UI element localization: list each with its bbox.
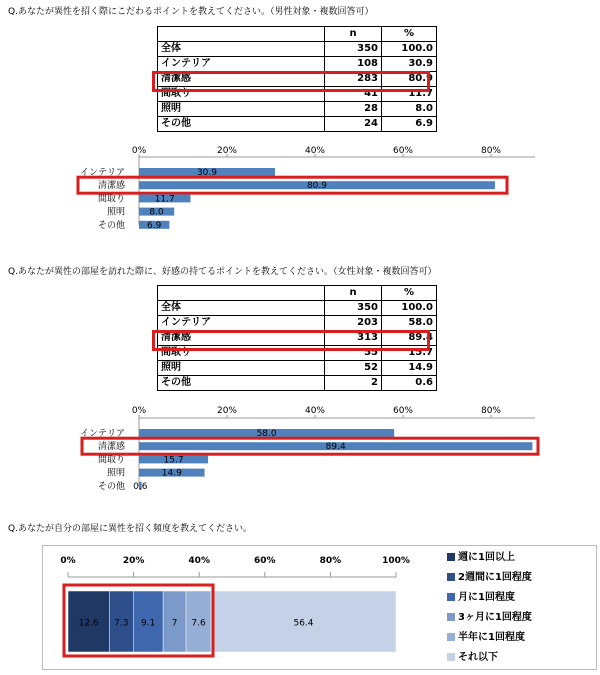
- row-pct: 100.0: [382, 42, 437, 57]
- table-header-n: n: [325, 27, 382, 42]
- data-label: 8.0: [149, 207, 164, 218]
- data-label: 12.6: [78, 618, 99, 629]
- row-label: その他: [158, 376, 325, 391]
- legend-item: [447, 648, 498, 663]
- table-header-pct: %: [382, 27, 437, 42]
- category-label: 間取り: [97, 455, 125, 466]
- question-3: Q.あなたが自分の部屋に異性を招く頻度を教えてください。: [8, 524, 252, 534]
- legend-swatch: [447, 653, 455, 661]
- row-n: 28: [325, 102, 382, 117]
- row-label: インテリア: [158, 57, 325, 72]
- row-pct: 30.9: [382, 57, 437, 72]
- row-label: 照明: [158, 102, 325, 117]
- tick-label: 80%: [319, 556, 342, 566]
- row-pct: 0.6: [382, 376, 437, 391]
- legend-item: [447, 608, 532, 623]
- row-label: その他: [158, 117, 325, 132]
- table-header-n: n: [325, 286, 382, 301]
- data-label: 7.6: [191, 618, 206, 629]
- question-2: Q.あなたが異性の部屋を訪れた際に、好感の持てるポイントを教えてください。（女性対象・複数回答可）: [8, 267, 437, 277]
- data-label: 0.6: [133, 481, 148, 492]
- category-label: 清潔感: [97, 442, 125, 453]
- row-n: 41: [325, 87, 382, 102]
- legend-item: [447, 548, 515, 563]
- tick-label: 60%: [254, 556, 276, 566]
- question-1: Q.あなたが異性を招く際にこだわるポイントを教えてください。（男性対象・複数回答可）: [8, 7, 374, 17]
- tick-label: 80%: [480, 406, 502, 416]
- row-n: 350: [325, 301, 382, 316]
- row-n: 55: [325, 346, 382, 361]
- tick-label: 20%: [216, 406, 238, 416]
- legend-label: 半年に1回程度: [458, 632, 525, 643]
- legend-label: 月に1回程度: [458, 592, 515, 603]
- row-n: 24: [325, 117, 382, 132]
- tick-label: 0%: [60, 556, 76, 566]
- data-label: 80.9: [306, 181, 328, 192]
- legend-item: [447, 628, 525, 643]
- row-label: 清潔感: [158, 331, 325, 346]
- row-n: 108: [325, 57, 382, 72]
- row-label: 全体: [158, 42, 325, 57]
- row-label: 清潔感: [158, 72, 325, 87]
- category-label: インテリア: [79, 429, 125, 439]
- legend-item: [447, 588, 515, 603]
- tick-label: 40%: [304, 406, 326, 416]
- category-label: 照明: [106, 468, 125, 479]
- legend-label: 3ヶ月に1回程度: [458, 612, 532, 623]
- data-label: 58.0: [256, 429, 277, 439]
- tick-label: 20%: [122, 556, 145, 566]
- legend-swatch: [447, 593, 455, 601]
- row-n: 350: [325, 42, 382, 57]
- row-n: 313: [325, 331, 382, 346]
- legend-label: 2週間に1回程度: [458, 572, 532, 583]
- tick-label: 80%: [480, 146, 502, 156]
- data-label: 6.9: [147, 220, 162, 231]
- category-label: 間取り: [97, 194, 125, 205]
- row-pct: 58.0: [382, 316, 437, 331]
- row-pct: 11.7: [382, 87, 437, 102]
- row-n: 52: [325, 361, 382, 376]
- row-n: 203: [325, 316, 382, 331]
- category-label: その他: [97, 220, 125, 231]
- row-pct: 14.9: [382, 361, 437, 376]
- row-pct: 8.0: [382, 102, 437, 117]
- tick-label: 0%: [131, 406, 147, 416]
- tick-label: 60%: [392, 406, 414, 416]
- row-label: インテリア: [158, 316, 325, 331]
- legend-swatch: [447, 553, 455, 561]
- tick-label: 40%: [188, 556, 210, 566]
- tick-label: 20%: [216, 146, 238, 156]
- tick-label: 40%: [304, 146, 326, 156]
- row-n: 2: [325, 376, 382, 391]
- legend-swatch: [447, 633, 455, 641]
- legend-swatch: [447, 613, 455, 621]
- tick-label: 60%: [392, 146, 414, 156]
- row-label: 全体: [158, 301, 325, 316]
- category-label: その他: [97, 481, 125, 492]
- row-pct: 100.0: [382, 301, 437, 316]
- row-pct: 6.9: [382, 117, 437, 132]
- data-label: 9.1: [141, 618, 156, 629]
- category-label: 清潔感: [97, 181, 125, 192]
- row-n: 283: [325, 72, 382, 87]
- data-label: 89.4: [325, 442, 346, 453]
- tick-label: 100%: [382, 556, 410, 566]
- category-label: 照明: [106, 207, 125, 218]
- data-label: 7.3: [114, 618, 129, 629]
- legend-swatch: [447, 573, 455, 581]
- data-label: 14.9: [161, 468, 182, 479]
- table-header-pct: %: [382, 286, 437, 301]
- data-label: 56.4: [293, 618, 314, 629]
- legend-label: 週に1回以上: [458, 552, 515, 563]
- legend-label: それ以下: [458, 652, 498, 663]
- data-label: 7: [171, 618, 178, 629]
- row-pct: 80.9: [382, 72, 437, 87]
- row-pct: 89.4: [382, 331, 437, 346]
- data-label: 11.7: [154, 194, 175, 205]
- row-pct: 15.7: [382, 346, 437, 361]
- legend-item: [447, 568, 532, 583]
- data-label: 15.7: [163, 455, 184, 466]
- row-label: 照明: [158, 361, 325, 376]
- tick-label: 0%: [131, 146, 147, 156]
- row-label: 間取り: [158, 87, 325, 102]
- category-label: インテリア: [79, 168, 125, 178]
- data-label: 30.9: [196, 168, 218, 178]
- row-label: 間取り: [158, 346, 325, 361]
